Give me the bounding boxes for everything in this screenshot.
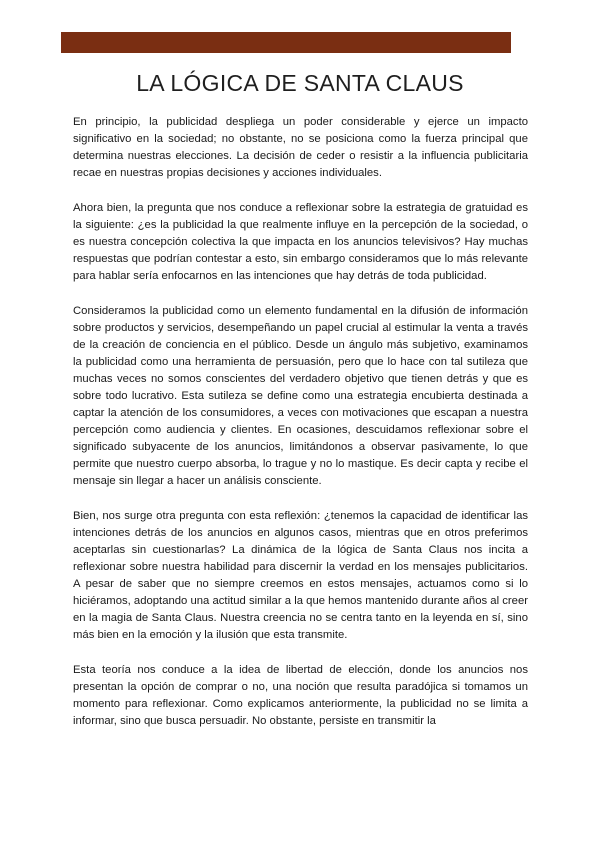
page-title: LA LÓGICA DE SANTA CLAUS — [136, 70, 464, 96]
header-bar — [61, 32, 511, 53]
paragraph-2: Ahora bien, la pregunta que nos conduce a reflexionar sobre la estrategia de gratuidad es la siguiente: ¿es la publicidad la que realmente influye en la percepción de la sociedad, o es nuestra concepción colectiva la que impacta en los anuncios televisivos? Hay muchas respuestas que podrían contestar a esto, sin embargo consideramos que lo más relevante para hablar sería enfocarnos en las intenciones que hay detrás de toda publicidad. — [73, 202, 528, 282]
paragraph-3: Consideramos la publicidad como un elemento fundamental en la difusión de información sobre productos y servicios, desempeñando un papel crucial al estimular la venta a través de la creación de conciencia en el público. Desde un ángulo más subjetivo, examinamos la publicidad como una herramienta de persuasión, pero que lo hace con tal sutileza que muchas veces no somos conscientes del verdadero objetivo que tienen detrás y que es sobre todo lucrativo. Esta sutileza se define como una estrategia encubierta destinada a captar la atención de los consumidores, a veces con motivaciones que escapan a nuestra percepción como audiencia y clientes. En ocasiones, descuidamos reflexionar sobre el significado subyacente de los anuncios, limitándonos a observar pasivamente, lo que permite que nuestro cuerpo absorba, lo trague y no lo mastique. Es decir capta y recibe el mensaje sin llegar a hacer un análisis consciente. — [73, 305, 528, 487]
paragraph-1: En principio, la publicidad despliega un poder considerable y ejerce un impacto significativo en la sociedad; no obstante, no se posiciona como la fuerza principal que determina nuestras elecciones. La decisión de ceder o resistir a la influencia publicitaria recae en nuestras propias decisiones y acciones individuales. — [73, 116, 528, 179]
paragraph-5: Esta teoría nos conduce a la idea de libertad de elección, donde los anuncios nos presentan la opción de comprar o no, una noción que resulta paradójica si tomamos un momento para reflexionar. Como explicamos anteriormente, la publicidad no se limita a informar, sino que busca persuadir. No obstante, persiste en transmitir la — [73, 664, 528, 727]
paragraph-4: Bien, nos surge otra pregunta con esta reflexión: ¿tenemos la capacidad de identificar las intenciones detrás de los anuncios en algunos casos, mientras que en otros preferimos aceptarlas sin cuestionarlas? La dinámica de la lógica de Santa Claus nos incita a reflexionar sobre nuestra habilidad para discernir la verdad en los mensajes publicitarios. A pesar de saber que no siempre creemos en estos mensajes, actuamos como si lo hiciéramos, adoptando una actitud similar a la que hemos mantenido durante años al creer en la magia de Santa Claus. Nuestra creencia no se centra tanto en la leyenda en sí, sino más bien en la emoción y la ilusión que esta transmite. — [73, 510, 528, 641]
article-body — [73, 114, 528, 748]
